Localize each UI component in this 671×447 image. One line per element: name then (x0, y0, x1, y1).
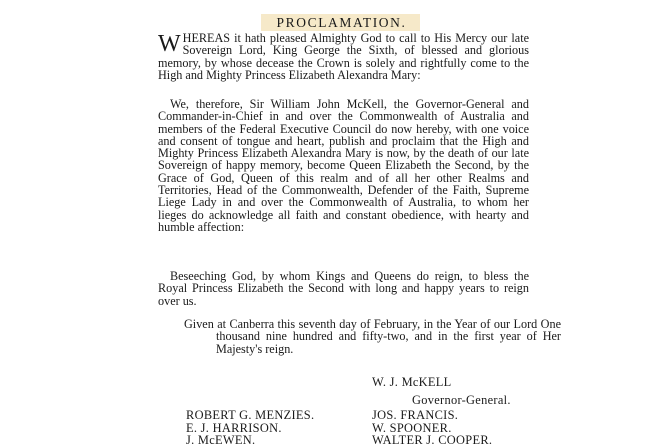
paragraph-beseeching: Beseeching God, by whom Kings and Queens do reign, to bless the Royal Princess Elizabeth the Second with long and happy years to reign over us. (158, 269, 529, 308)
signature-name: WALTER J. COOPER. (372, 433, 493, 447)
paragraph-whereas-text: HEREAS it hath pleased Almighty God to call to His Mercy our late Sovereign Lord, King George the Sixth, of blessed and glorious memory, by whose decease the Crown is solely and rightfully come to the High and Mighty Princess Elizabeth Alexandra Mary: (158, 31, 529, 82)
governor-general-signature: W. J. McKELL (372, 375, 452, 389)
given-at-canberra: Given at Canberra this seventh day of February, in the Year of our Lord One thousand nine hundred and fifty-two, and in the first year of Her Majesty's reign. (184, 317, 561, 356)
signature-name: ROBERT G. MENZIES. (186, 408, 315, 422)
paragraph-whereas (158, 32, 529, 81)
signatures-right-column (372, 409, 492, 447)
signature-name: J. McEWEN. (186, 433, 256, 447)
signatures-left-column (186, 409, 314, 447)
signature-name: E. J. HARRISON. (186, 420, 282, 435)
paragraph-we-therefore: We, therefore, Sir William John McKell, the Governor-General and Commander-in-Chief in and over the Commonwealth of Australia and members of the Federal Executive Council do now hereby, with one voice and consent of tongue and heart, publish and proclaim that the High and Mighty Princess Elizabeth Alexandra Mary is now, by the death of our late Sovereign of happy memory, become Queen Elizabeth the Second, by the Grace of God, Queen of this realm and of all her other Realms and Territories, Head of the Commonwealth, Defender of the Faith, Supreme Liege Lady in and over the Commonwealth of Australia, to whom her lieges do acknowledge all faith and constant obedience, with hearty and humble affection: (158, 97, 529, 234)
governor-general-title: Governor-General. (412, 393, 511, 407)
signature-name: JOS. FRANCIS. (372, 408, 459, 422)
page-title: PROCLAMATION. (261, 14, 421, 31)
drop-cap: W (158, 31, 181, 57)
signature-name: W. SPOONER. (372, 420, 452, 435)
title-row (0, 14, 671, 32)
